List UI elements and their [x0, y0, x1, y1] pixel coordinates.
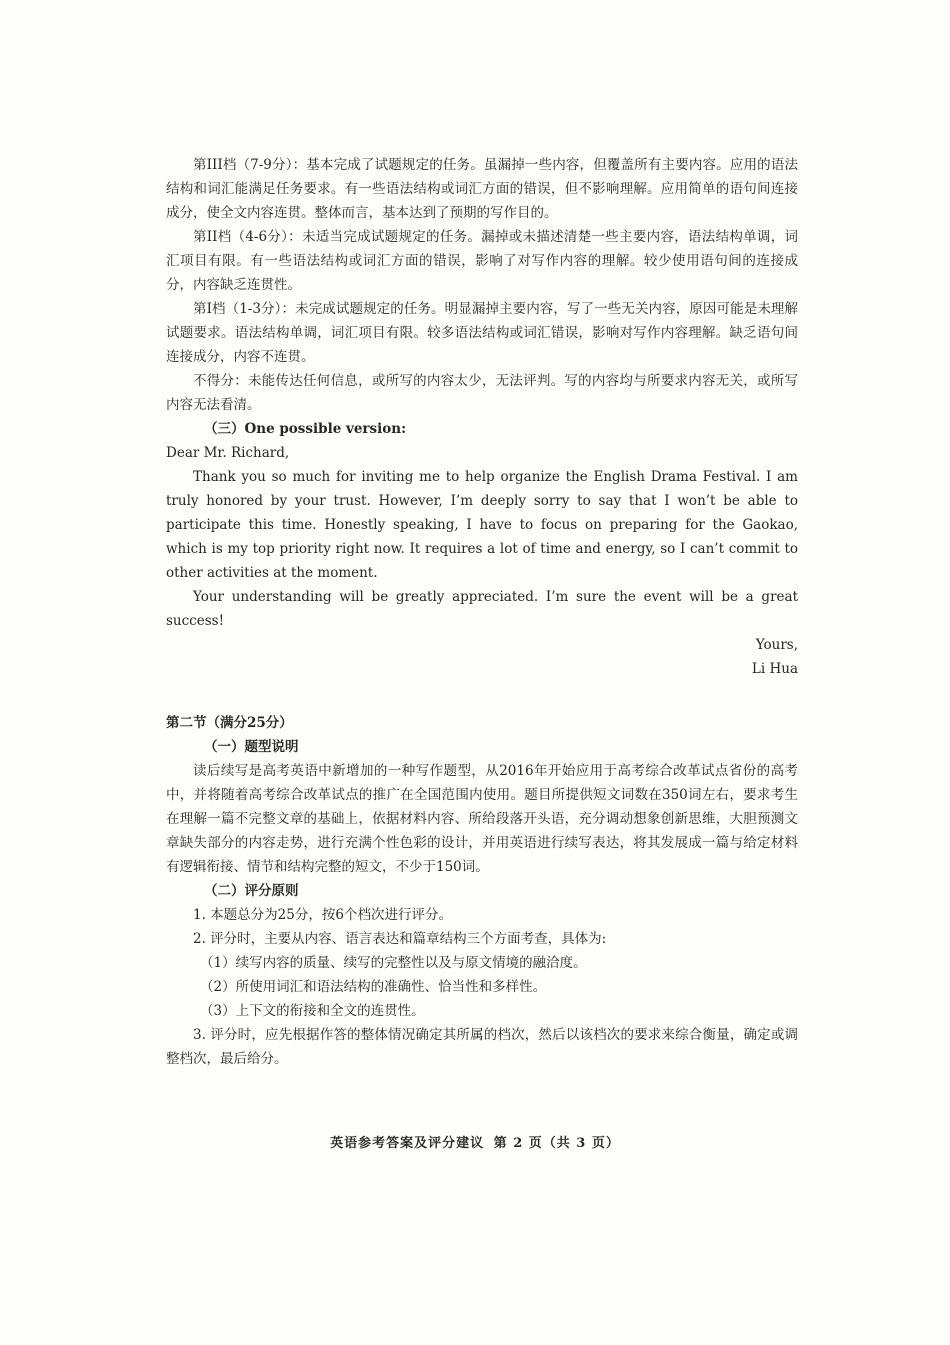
- page-content: [166, 153, 798, 1071]
- footer-doc-title: 英语参考答案及评分建议: [330, 1136, 485, 1151]
- grading-level-3: [166, 153, 798, 225]
- scoring-rule-1: 1. 本题总分为25分，按6个档次进行评分。: [193, 907, 452, 923]
- scoring-rule-2-item-3: （3）上下文的衔接和全文的连贯性。: [200, 1003, 425, 1019]
- footer-page-number: 第 2 页（共 3 页）: [493, 1136, 620, 1151]
- scoring-rule-2: 2. 评分时，主要从内容、语言表达和篇章结构三个方面考查，具体为:: [193, 931, 607, 947]
- level-text: 未完成试题规定的任务。明显漏掉主要内容，写了一些无关内容，原因可能是未理解试题要求。语法结构单调，词汇项目有限。较多语法结构或词汇错误，影响对写作内容理解。缺乏语句间连接成分，内容不连贯。: [166, 301, 799, 365]
- letter-closing: Yours,: [755, 637, 798, 653]
- level-text: 基本完成了试题规定的任务。虽漏掉一些内容，但覆盖所有主要内容。应用的语法结构和词汇能满足任务要求。有一些语法结构或词汇方面的错误，但不影响理解。应用简单的语句间连接成分，使全文内容连贯。整体而言，基本达到了预期的写作目的。: [166, 157, 798, 221]
- scoring-rule-2-item-2: （2）所使用词汇和语法结构的准确性、恰当性和多样性。: [200, 979, 547, 995]
- grading-level-2: [166, 225, 798, 297]
- level-label: 第II档（4-6分）：: [193, 229, 302, 245]
- letter-salutation: Dear Mr. Richard,: [166, 445, 290, 461]
- grading-level-0: [166, 369, 798, 417]
- section-2-title: 第二节（满分25分）: [166, 715, 293, 731]
- level-text: 未能传达任何信息，或所写的内容太少，无法评判。写的内容均与所要求内容无关，或所写内容无法看清。: [166, 373, 799, 413]
- question-type-text: 读后续写是高考英语中新增加的一种写作题型，从2016年开始应用于高考综合改革试点省份的高考中，并将随着高考综合改革试点的推广在全国范围内使用。题目所提供短文词数在350词左右，要求考生在理解一篇不完整文章的基础上，依据材料内容、所给段落开头语，充分调动想象创新思维，大胆预测文章缺失部分的内容走势，进行充满个性色彩的设计，并用英语进行续写表达，将其发展成一篇与给定材料有逻辑衔接、情节和结构完整的短文，不少于150词。: [166, 763, 798, 875]
- level-text: 未适当完成试题规定的任务。漏掉或未描述清楚一些主要内容，语法结构单调，词汇项目有限。有一些语法结构或词汇方面的错误，影响了对写作内容的理解。较少使用语句间的连接成分，内容缺乏连贯性。: [166, 229, 798, 293]
- level-label: 第I档（1-3分）：: [193, 301, 296, 317]
- letter-signature: Li Hua: [751, 661, 798, 677]
- level-label: 第III档（7-9分）：: [193, 157, 307, 173]
- letter-paragraph-1: Thank you so much for inviting me to help organize the English Drama Festival. I am truly honored by your trust. However, I’m deeply sorry to say that I won’t be able to participate this time. Honestly speaking, I have to focus on preparing for the Gaokao, which is my top priority right now. It requires a lot of time and energy, so I can’t commit to other activities at the moment.: [166, 469, 798, 581]
- level-label: 不得分：: [193, 373, 249, 389]
- scoring-principles-heading: （二）评分原则: [204, 883, 299, 899]
- sample-heading: （三）One possible version:: [204, 421, 407, 437]
- page-footer: [0, 1132, 950, 1151]
- scoring-rule-2-item-1: （1）续写内容的质量、续写的完整性以及与原文情境的融洽度。: [200, 955, 587, 971]
- question-type-heading: （一）题型说明: [204, 739, 299, 755]
- scoring-rule-3: 3. 评分时，应先根据作答的整体情况确定其所属的档次，然后以该档次的要求来综合衡量，确定或调整档次，最后给分。: [166, 1027, 798, 1067]
- letter-paragraph-2: Your understanding will be greatly appreciated. I’m sure the event will be a great success!: [166, 589, 798, 629]
- grading-level-1: [166, 297, 798, 369]
